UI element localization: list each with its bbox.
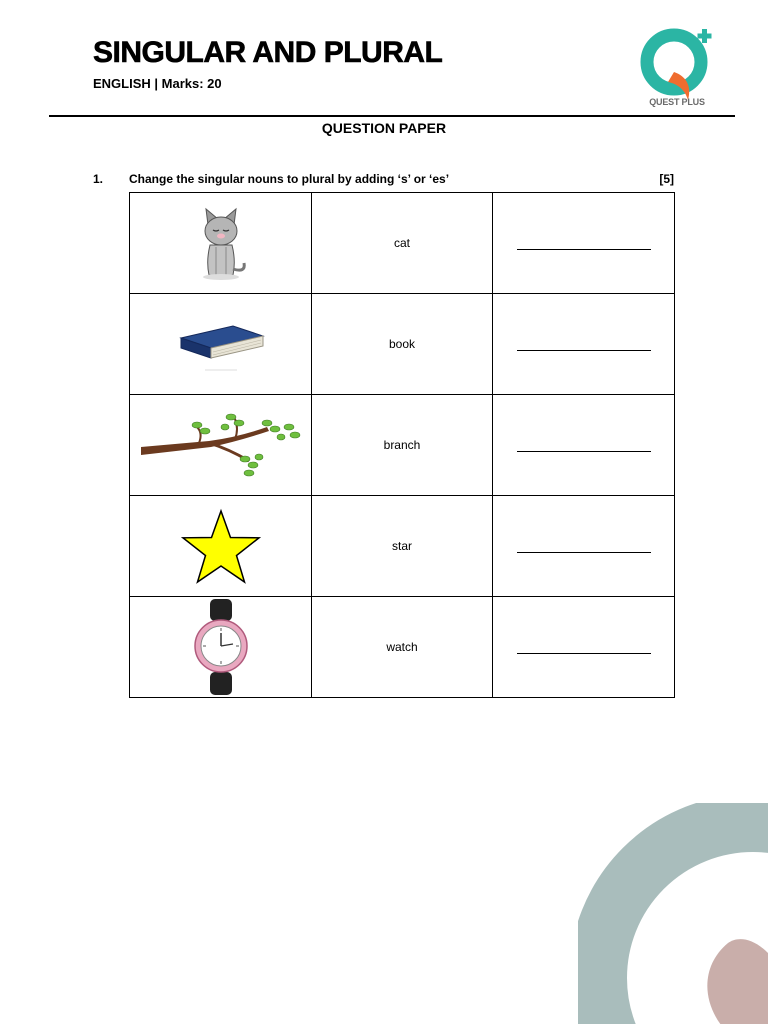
table-row <box>130 294 675 395</box>
picture-cell <box>130 395 312 496</box>
answer-blank[interactable] <box>517 235 651 250</box>
singular-word: branch <box>383 438 421 452</box>
word-cell <box>312 395 493 496</box>
star-icon <box>179 508 263 584</box>
picture-cell <box>130 496 312 597</box>
table-row <box>130 193 675 294</box>
decorative-q-watermark-icon <box>578 803 768 1024</box>
word-cell <box>312 294 493 395</box>
picture-cell <box>130 193 312 294</box>
answer-cell[interactable] <box>493 496 675 597</box>
branch-icon <box>139 409 303 481</box>
logo-text: QUEST PLUS <box>649 97 705 107</box>
singular-word: book <box>388 337 416 351</box>
table-row <box>130 597 675 698</box>
word-cell <box>312 193 493 294</box>
page-title: SINGULAR AND PLURAL <box>93 36 443 69</box>
singular-word: watch <box>386 640 418 654</box>
cat-icon <box>186 203 256 283</box>
subject-marks: ENGLISH | Marks: 20 <box>93 76 222 91</box>
word-cell <box>312 597 493 698</box>
picture-cell <box>130 294 312 395</box>
answer-blank[interactable] <box>517 538 651 553</box>
table-row <box>130 496 675 597</box>
word-cell <box>312 496 493 597</box>
table-row <box>130 395 675 496</box>
singular-word: cat <box>393 236 410 250</box>
answer-cell[interactable] <box>493 395 675 496</box>
picture-cell <box>130 597 312 698</box>
answer-cell[interactable] <box>493 193 675 294</box>
answer-blank[interactable] <box>517 639 651 654</box>
header-divider <box>49 115 735 117</box>
question-marks: [5] <box>659 172 674 186</box>
answer-blank[interactable] <box>517 437 651 452</box>
section-title: QUESTION PAPER <box>321 120 447 136</box>
watch-icon <box>191 598 251 696</box>
answer-cell[interactable] <box>493 597 675 698</box>
answer-blank[interactable] <box>517 336 651 351</box>
answer-cell[interactable] <box>493 294 675 395</box>
question-text: Change the singular nouns to plural by adding ‘s’ or ‘es’ <box>129 172 450 186</box>
singular-word: star <box>391 539 412 553</box>
book-icon <box>175 314 267 374</box>
question-number: 1. <box>93 172 104 186</box>
noun-table <box>129 192 675 698</box>
